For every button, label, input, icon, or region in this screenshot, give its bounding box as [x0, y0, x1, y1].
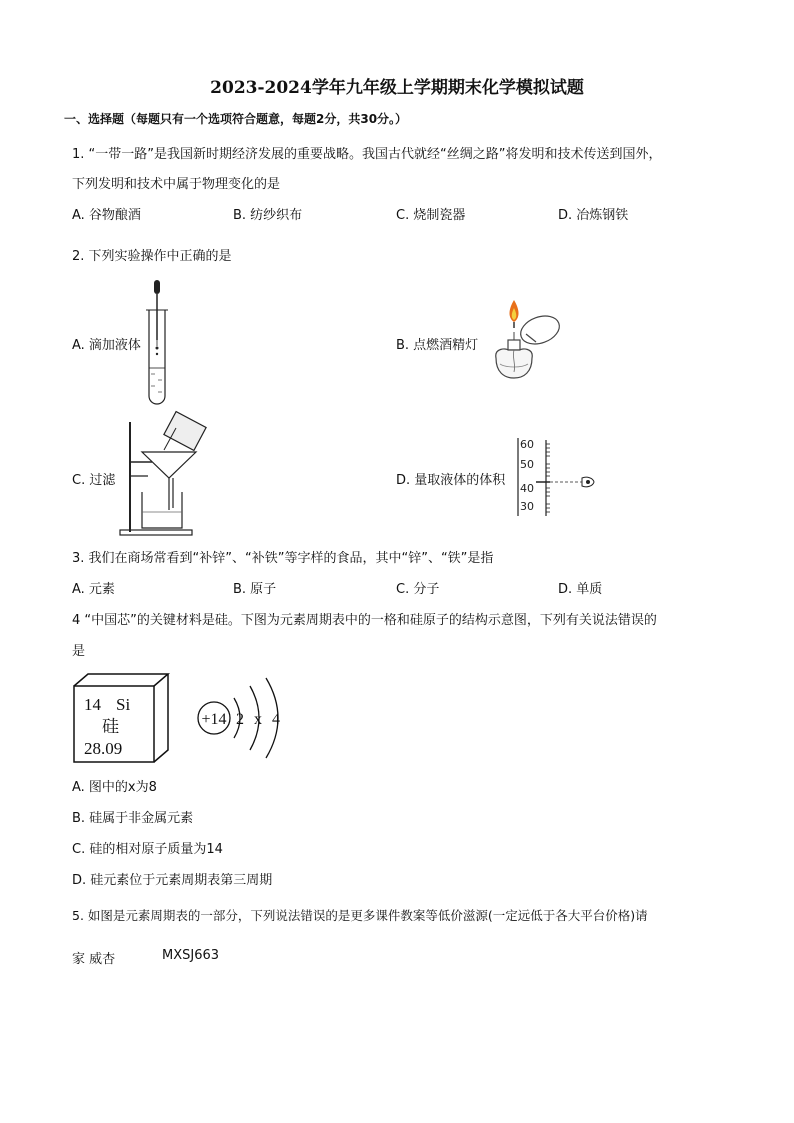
q3-option-c: C. 分子: [396, 582, 440, 597]
filtration-illustration: [118, 414, 218, 538]
atom-nucleus-charge: +14: [201, 711, 227, 728]
q5-line2-part2: MXSJ663: [162, 948, 220, 963]
atom-shell1-electrons: 2: [236, 711, 244, 728]
q2-option-d: D. 量取液体的体积: [396, 473, 506, 488]
q2-stem: 2. 下列实验操作中正确的是: [72, 249, 232, 264]
element-symbol: Si: [116, 695, 131, 714]
element-cell-silicon: [72, 672, 172, 764]
cylinder-tick-60: 60: [520, 438, 534, 451]
cylinder-tick-50: 50: [520, 458, 534, 471]
page-title: 2023-2024学年九年级上学期期末化学模拟试题: [210, 78, 584, 98]
q1-stem-line2: 下列发明和技术中属于物理变化的是: [72, 177, 281, 192]
q4-option-d: D. 硅元素位于元素周期表第三周期: [72, 873, 273, 888]
cylinder-tick-40: 40: [520, 482, 534, 495]
element-atomic-mass: 28.09: [84, 739, 123, 758]
graduated-cylinder-illustration: [514, 436, 604, 520]
dropper-test-tube-illustration: [140, 278, 180, 406]
q1-stem-line1: 1. “一带一路”是我国新时期经济发展的重要战略。我国古代就经“丝绸之路”将发明和技术传送到国外，: [72, 147, 662, 162]
q5-stem: 5. 如图是元素周期表的一部分，下列说法错误的是更多课件教案等低价滋源(一定远低于各大平台价格)请: [72, 908, 648, 923]
cylinder-tick-30: 30: [520, 500, 534, 513]
q3-option-a: A. 元素: [72, 582, 115, 597]
element-name: 硅: [102, 717, 119, 736]
atom-shell2-electrons: x: [254, 711, 262, 728]
q1-option-c: C. 烧制瓷器: [396, 208, 466, 223]
q3-stem: 3. 我们在商场常看到“补锌”、“补铁”等字样的食品，其中“锌”、“铁”是指: [72, 551, 494, 566]
q2-option-b: B. 点燃酒精灯: [396, 338, 479, 353]
atom-shell3-electrons: 4: [272, 711, 280, 728]
element-atomic-number: 14: [84, 695, 101, 714]
q5-line2-part1: 家 威杏: [72, 952, 116, 967]
q1-option-b: B. 纺纱织布: [233, 208, 303, 223]
q4-option-a: A. 图中的x为8: [72, 780, 157, 795]
q1-option-d: D. 冶炼钢铁: [558, 208, 629, 223]
q3-option-b: B. 原子: [233, 582, 277, 597]
q4-option-b: B. 硅属于非金属元素: [72, 811, 194, 826]
q4-option-c: C. 硅的相对原子质量为14: [72, 842, 223, 857]
q2-option-c: C. 过滤: [72, 473, 116, 488]
q4-stem-line1: 4 “中国芯”的关键材料是硅。下图为元素周期表中的一格和硅原子的结构示意图，下列有关说法错误的: [72, 613, 657, 628]
q4-stem-line2: 是: [72, 644, 86, 659]
section-heading: 一、选择题（每题只有一个选项符合题意，每题2分，共30分。）: [64, 112, 408, 126]
q1-option-a: A. 谷物酿酒: [72, 208, 141, 223]
alcohol-lamp-illustration: [484, 292, 584, 384]
q3-option-d: D. 单质: [558, 582, 603, 597]
silicon-atom-structure-diagram: [194, 676, 294, 760]
q2-option-a: A. 滴加液体: [72, 338, 141, 353]
